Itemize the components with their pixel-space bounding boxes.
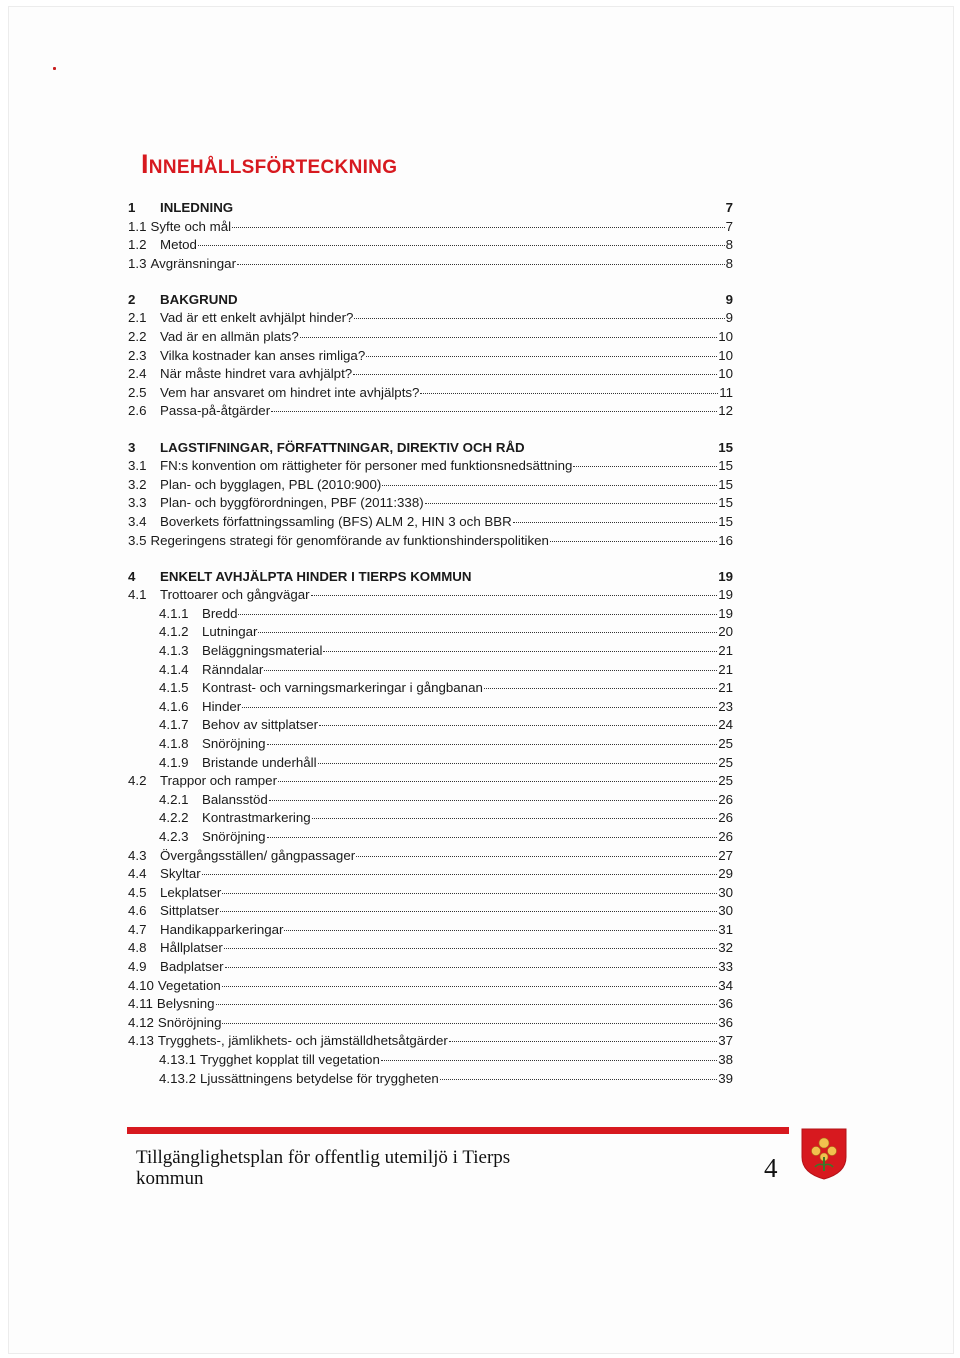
toc-entry-title: Handikapparkeringar [160,921,284,937]
toc-entry-number: 4.1.3 [159,642,189,658]
dot-leader [264,669,717,671]
toc-entry[interactable] [128,921,733,940]
toc-entry-title: Badplatser [160,959,224,975]
toc-entry-title: Snöröjning [202,828,266,844]
toc-entry-page: 7 [725,218,733,234]
toc-entry-number: 4.1 [128,587,147,603]
toc-entry[interactable] [128,586,733,605]
toc-entry-page: 26 [718,791,733,807]
dot-leader [225,966,718,968]
toc-entry-page: 21 [718,680,733,696]
toc-entry[interactable] [128,1014,733,1033]
toc-entry-page: 19 [718,605,733,621]
dot-leader [267,743,718,745]
toc-chapter-entry[interactable] [128,568,733,587]
toc-entry-title: Vad är en allmän plats? [160,329,299,345]
dot-leader [513,521,717,523]
toc-entry-page: 15 [718,458,733,474]
toc-entry[interactable] [128,476,733,495]
toc-entry[interactable] [128,255,733,274]
toc-entry-title: Skyltar [160,866,201,882]
toc-entry-number: 4.13.2 [159,1070,196,1086]
toc-entry[interactable] [128,828,733,847]
toc-entry-page: 19 [718,568,733,584]
toc-entry-number: 4.7 [128,921,147,937]
toc-entry-page: 10 [718,329,733,345]
toc-entry-page: 25 [718,773,733,789]
toc-entry-page: 19 [718,587,733,603]
toc-entry-title: Vem har ansvaret om hindret inte avhjälpts? [160,384,420,400]
toc-entry-number: 4.6 [128,903,147,919]
toc-entry-title: Beläggningsmaterial [202,642,323,658]
toc-entry[interactable] [128,309,733,328]
dot-leader [449,1040,717,1042]
page-number: 4 [764,1153,778,1183]
toc-entry-page: 23 [718,698,733,714]
toc-entry-number: 3.4 [128,513,147,529]
toc-entry[interactable] [128,532,733,551]
toc-entry-number: 4.13.1 [159,1052,196,1068]
toc-entry-page: 15 [718,495,733,511]
toc-entry[interactable] [128,809,733,828]
dot-leader [238,613,717,615]
toc-entry-title: Sittplatser [160,903,220,919]
toc-entry-page: 36 [718,1014,733,1030]
toc-entry-page: 37 [718,1033,733,1049]
toc-entry-title: Balansstöd [202,791,268,807]
dot-leader [323,650,717,652]
toc-entry-number: 4.1.2 [159,624,189,640]
toc-entry[interactable] [128,958,733,977]
toc-entry-title: Bristande underhåll [202,754,317,770]
toc-entry-page: 10 [718,366,733,382]
toc-entry-page: 36 [718,996,733,1012]
dot-leader [222,985,717,987]
toc-entry-number: 4.3 [128,847,147,863]
toc-entry[interactable] [128,791,733,810]
dot-leader [278,780,717,782]
toc-entry-page: 21 [718,661,733,677]
toc-entry-title: Snöröjning [202,735,266,751]
toc-entry-page: 25 [718,735,733,751]
footer-divider [127,1127,789,1134]
toc-entry[interactable] [128,698,733,717]
toc-entry-number: 2.1 [128,310,147,326]
toc-entry-page: 33 [718,959,733,975]
dot-leader [440,1078,717,1080]
toc-entry[interactable] [128,218,733,237]
toc-entry-title: Hållplatser [160,940,223,956]
toc-entry-title: Vad är ett enkelt avhjälpt hinder? [160,310,354,326]
toc-entry-title: FN:s konvention om rättigheter för personer med funktionsnedsättning [160,458,573,474]
toc-entry-title: Lutningar [202,624,258,640]
toc-entry[interactable] [128,679,733,698]
dot-leader [318,762,718,764]
toc-entry-title: Bredd [202,605,238,621]
dot-leader [420,392,718,394]
toc-entry[interactable] [128,977,733,996]
toc-entry-title: Passa-på-åtgärder [160,403,271,419]
toc-entry-title: Trygghets-, jämlikhets- och jämställdhetsåtgärder [157,1033,448,1049]
toc-entry-number: 4.2.1 [159,791,189,807]
toc-entry-number: 4.2.2 [159,810,189,826]
toc-entry-title: Hinder [202,698,242,714]
toc-entry-page: 26 [718,828,733,844]
toc-entry-title: Vilka kostnader kan anses rimliga? [160,347,366,363]
dot-leader [382,484,717,486]
toc-entry-page: 12 [718,403,733,419]
toc-entry[interactable] [128,328,733,347]
toc-entry[interactable] [128,902,733,921]
toc-entry-page: 30 [718,903,733,919]
dot-leader [353,373,717,375]
toc-entry-title: Metod [160,237,197,253]
toc-entry-page: 34 [718,977,733,993]
dot-leader [258,631,717,633]
dot-leader [284,929,717,931]
toc-chapter-group [128,568,733,1089]
toc-entry-number: 4.8 [128,940,147,956]
toc-entry[interactable] [128,865,733,884]
toc-entry[interactable] [128,884,733,903]
toc-entry-title: Syfte och mål [150,218,232,234]
toc-entry-number: 1.1 [128,218,147,234]
toc-entry-title: Boverkets författningssamling (BFS) ALM 2, HIN 3 och BBR [160,513,512,529]
toc-entry-page: 24 [718,717,733,733]
toc-entry-title: Trygghet kopplat till vegetation [199,1052,380,1068]
toc-entry-title: BAKGRUND [160,291,238,307]
toc-entry-title: Snöröjning [157,1014,222,1030]
table-of-contents [128,199,733,1106]
toc-chapter-entry[interactable] [128,199,733,218]
toc-entry-title: Plan- och bygglagen, PBL (2010:900) [160,476,382,492]
toc-entry[interactable] [128,347,733,366]
toc-entry-title: Regeringens strategi för genomförande av funktionshinderspolitiken [150,532,549,548]
toc-entry-page: 31 [718,921,733,937]
dot-leader [232,226,725,228]
dot-leader [222,892,717,894]
toc-entry-number: 4.2.3 [159,828,189,844]
toc-entry-title: Behov av sittplatser [202,717,319,733]
toc-entry-number: 4.9 [128,959,147,975]
dot-leader [216,1003,718,1005]
dot-leader [319,724,717,726]
toc-entry-title: Vegetation [157,977,221,993]
toc-entry-number: 2.4 [128,366,147,382]
toc-entry-page: 9 [725,291,733,307]
toc-entry[interactable] [128,661,733,680]
toc-entry-number: 3 [128,439,136,455]
dot-leader [573,465,717,467]
toc-entry-number: 3.2 [128,476,147,492]
toc-entry-title: ENKELT AVHJÄLPTA HINDER I TIERPS KOMMUN [160,568,472,584]
toc-entry-title: Kontrast- och varningsmarkeringar i gångbanan [202,680,483,696]
dot-leader [198,244,725,246]
toc-entry-page: 39 [718,1070,733,1086]
toc-entry[interactable] [128,605,733,624]
dot-leader [550,540,717,542]
toc-entry-number: 4.13 [128,1033,154,1049]
toc-entry-title: Kontrastmarkering [202,810,311,826]
toc-entry[interactable] [128,494,733,513]
toc-entry-page: 8 [725,255,733,271]
toc-entry[interactable] [128,236,733,255]
toc-entry[interactable] [128,995,733,1014]
dot-leader [202,873,718,875]
dot-leader [271,410,717,412]
dot-leader [381,1059,717,1061]
scan-speck [53,67,56,70]
toc-entry[interactable] [128,365,733,384]
dot-leader [484,687,717,689]
toc-entry-title: Lekplatser [160,884,222,900]
toc-chapter-group [128,439,733,551]
toc-heading: Innehållsförteckning [141,149,398,179]
toc-entry[interactable] [128,735,733,754]
toc-entry[interactable] [128,513,733,532]
toc-entry-title: LAGSTIFNINGAR, FÖRFATTNINGAR, DIREKTIV OCH RÅD [160,439,525,455]
toc-entry-page: 20 [718,624,733,640]
toc-entry-number: 1.3 [128,255,147,271]
toc-entry[interactable] [128,716,733,735]
toc-entry-number: 1 [128,200,136,215]
dot-leader [242,706,717,708]
toc-entry-number: 4.1.1 [159,605,189,621]
dot-leader [300,336,717,338]
toc-entry-title: Ränndalar [202,661,264,677]
dot-leader [425,502,718,504]
toc-entry[interactable] [128,457,733,476]
dot-leader [356,855,717,857]
toc-entry-number: 4.1.5 [159,680,189,696]
toc-entry-page: 15 [718,513,733,529]
dot-leader [354,317,724,319]
toc-entry-number: 2.3 [128,347,147,363]
toc-entry-title: Trottoarer och gångvägar [160,587,310,603]
toc-entry-title: Belysning [156,996,215,1012]
toc-entry-page: 38 [718,1052,733,1068]
dot-leader [366,355,717,357]
toc-entry-title: Ljussättningens betydelse för tryggheten [199,1070,439,1086]
toc-chapter-group [128,291,733,421]
toc-entry[interactable] [128,754,733,773]
toc-chapter-group [128,199,733,273]
footer-document-title: Tillgänglighetsplan för offentlig utemiljö i Tierps kommun [136,1147,511,1189]
toc-entry-number: 4 [128,568,136,584]
toc-entry[interactable] [128,1032,733,1051]
dot-leader [267,836,718,838]
dot-leader [224,947,717,949]
toc-entry-page: 9 [725,310,733,326]
toc-entry[interactable] [128,1070,733,1089]
toc-entry-title: Trappor och ramper [160,773,278,789]
toc-entry-number: 4.1.7 [159,717,189,733]
toc-entry[interactable] [128,1051,733,1070]
toc-chapter-entry[interactable] [128,439,733,458]
toc-entry-number: 4.11 [128,996,153,1012]
toc-entry-page: 8 [725,237,733,253]
toc-entry-number: 1.2 [128,237,147,253]
toc-entry-page: 10 [718,347,733,363]
toc-chapter-entry[interactable] [128,291,733,310]
toc-entry[interactable] [128,939,733,958]
toc-entry-number: 2.6 [128,403,147,419]
toc-entry-number: 4.12 [128,1014,154,1030]
toc-entry-title: Plan- och byggförordningen, PBF (2011:338) [160,495,424,511]
dot-leader [269,799,717,801]
toc-entry-page: 16 [718,532,733,548]
toc-entry-number: 3.5 [128,532,147,548]
toc-entry-number: 2.2 [128,329,147,345]
toc-entry[interactable] [128,384,733,403]
toc-entry-number: 4.1.6 [159,698,189,714]
toc-entry[interactable] [128,772,733,791]
toc-entry-number: 2.5 [128,384,147,400]
toc-entry-number: 4.5 [128,884,147,900]
dot-leader [311,594,718,596]
toc-entry-page: 15 [718,476,733,492]
toc-entry-number: 4.2 [128,773,147,789]
toc-entry-page: 15 [718,439,733,455]
toc-entry-number: 4.1.8 [159,735,189,751]
toc-entry-number: 2 [128,291,136,307]
toc-entry-page: 32 [718,940,733,956]
dot-leader [237,263,725,265]
toc-entry[interactable] [128,847,733,866]
toc-entry[interactable] [128,402,733,421]
toc-entry-page: 25 [718,754,733,770]
toc-entry[interactable] [128,642,733,661]
dot-leader [312,817,718,819]
toc-entry-number: 4.1.4 [159,661,189,677]
toc-entry-page: 27 [718,847,733,863]
toc-entry-page: 29 [718,866,733,882]
toc-entry[interactable] [128,623,733,642]
toc-entry-title: När måste hindret vara avhjälpt? [160,366,353,382]
toc-entry-number: 4.10 [128,977,154,993]
toc-entry-page: 7 [725,200,733,215]
toc-entry-number: 4.1.9 [159,754,189,770]
municipal-coat-of-arms-icon [800,1127,848,1181]
toc-entry-title: Avgränsningar [150,255,237,271]
toc-entry-page: 11 [719,384,733,400]
toc-entry-page: 30 [718,884,733,900]
toc-entry-page: 26 [718,810,733,826]
toc-entry-number: 3.3 [128,495,147,511]
toc-entry-title: INLEDNING [160,200,234,215]
toc-entry-page: 21 [718,642,733,658]
dot-leader [222,1022,717,1024]
toc-entry-number: 3.1 [128,458,147,474]
toc-entry-title: Övergångsställen/ gångpassager [160,847,356,863]
dot-leader [220,910,717,912]
toc-entry-number: 4.4 [128,866,147,882]
